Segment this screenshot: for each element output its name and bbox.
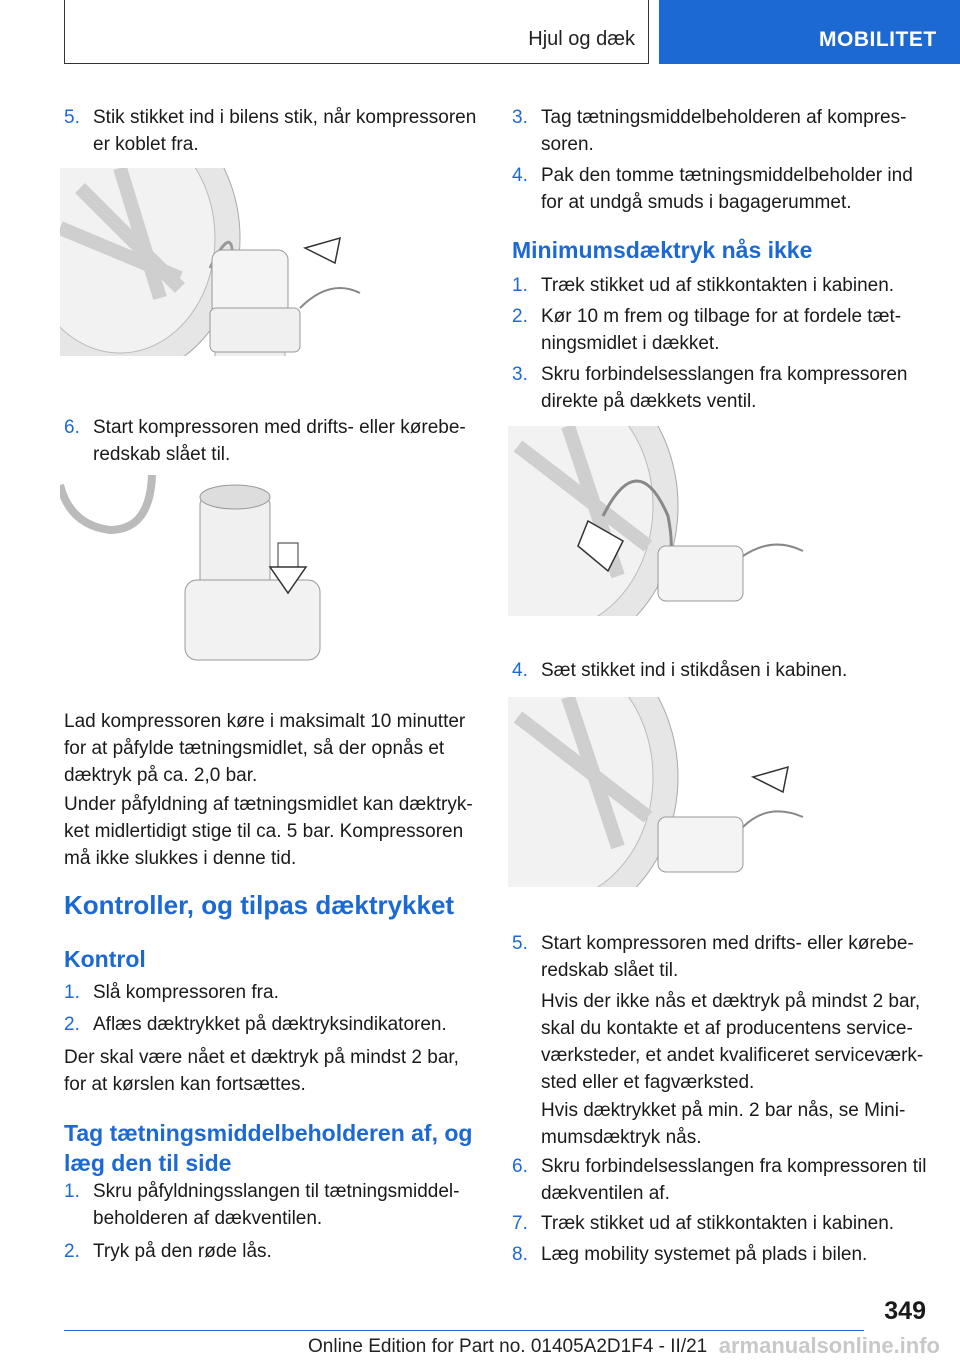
list-item: 6. Skru forbindelsesslangen fra kompressoren til dækventilen af. bbox=[512, 1156, 927, 1204]
heading-min-pressure: Minimumsdæktryk nås ikke bbox=[512, 237, 813, 263]
edition-note: Online Edition for Part no. 01405A2D1F4 - II/21 bbox=[308, 1336, 708, 1357]
list-item: 2. Aflæs dæktrykket på dæktryksindikatoren. bbox=[64, 1014, 447, 1035]
list-item: 5. Stik stikket ind i bilens stik, når kompressoren er koblet fra. bbox=[64, 107, 477, 155]
list-item: 7. Træk stikket ud af stikkontakten i kabinen. bbox=[512, 1213, 895, 1234]
paragraph: Der skal være nået et dæktryk på mindst 2 bar, for at kørslen kan fortsættes. bbox=[64, 1047, 459, 1095]
watermark: armanualsonline.info bbox=[718, 1333, 940, 1358]
hose-to-valve-illustration bbox=[508, 426, 818, 616]
heading-kontrol: Kontrol bbox=[64, 946, 146, 972]
compressor-plug-illustration bbox=[60, 168, 370, 356]
paragraph: Hvis der ikke nås et dæktryk på mindst 2 bar, skal du kontakte et af producentens serviceværksteder, et andet kvalificeret serviceværksted eller et fagværksted. bbox=[541, 991, 924, 1093]
heading-check-adjust: Kontroller, og tilpas dæktrykket bbox=[64, 890, 455, 920]
paragraph: Hvis dæktrykket på min. 2 bar nås, se Minimumsdæktryk nås. bbox=[541, 1100, 906, 1148]
list-item: 4. Pak den tomme tætningsmiddelbeholder ind for at undgå smuds i bagagerummet. bbox=[512, 165, 913, 213]
paragraph: Under påfyldning af tætningsmidlet kan dæktrykket midlertidigt stige til ca. 5 bar. Kompressoren må ikke slukkes i denne tid. bbox=[64, 794, 473, 869]
chapter-tab[interactable]: MOBILITET bbox=[659, 0, 960, 64]
list-item: 4. Sæt stikket ind i stikdåsen i kabinen. bbox=[512, 660, 848, 681]
heading-remove-sealant: Tag tætningsmiddelbeholderen af, og læg den til side bbox=[64, 1120, 473, 1176]
page-number: 349 bbox=[884, 1297, 926, 1325]
list-item: 1. Træk stikket ud af stikkontakten i kabinen. bbox=[512, 275, 895, 296]
list-item: 1. Skru påfyldningsslangen til tætningsmiddelbeholderen af dækventilen. bbox=[64, 1181, 460, 1229]
list-item: 6. Start kompressoren med drifts- eller køreberedskab slået til. bbox=[64, 417, 466, 465]
footer-divider bbox=[64, 1330, 864, 1331]
list-item: 2. Kør 10 m frem og tilbage for at fordele tætningsmidlet i dækket. bbox=[512, 306, 902, 354]
section-title: Hjul og dæk bbox=[528, 28, 635, 50]
list-item: 8. Læg mobility systemet på plads i bilen. bbox=[512, 1244, 868, 1265]
list-item: 5. Start kompressoren med drifts- eller køreberedskab slået til. bbox=[512, 933, 914, 981]
list-item: 1. Slå kompressoren fra. bbox=[64, 982, 279, 1003]
plug-in-cabin-illustration bbox=[508, 697, 818, 887]
list-item: 2. Tryk på den røde lås. bbox=[64, 1241, 272, 1262]
compressor-start-illustration bbox=[60, 475, 370, 670]
list-item: 3. Tag tætningsmiddelbeholderen af kompressoren. bbox=[512, 107, 907, 155]
list-item: 3. Skru forbindelsesslangen fra kompressoren direkte på dækkets ventil. bbox=[512, 364, 908, 412]
paragraph: Lad kompressoren køre i maksimalt 10 minutter for at påfylde tætningsmidlet, så der opnås et dæktryk på ca. 2,0 bar. bbox=[64, 711, 466, 786]
